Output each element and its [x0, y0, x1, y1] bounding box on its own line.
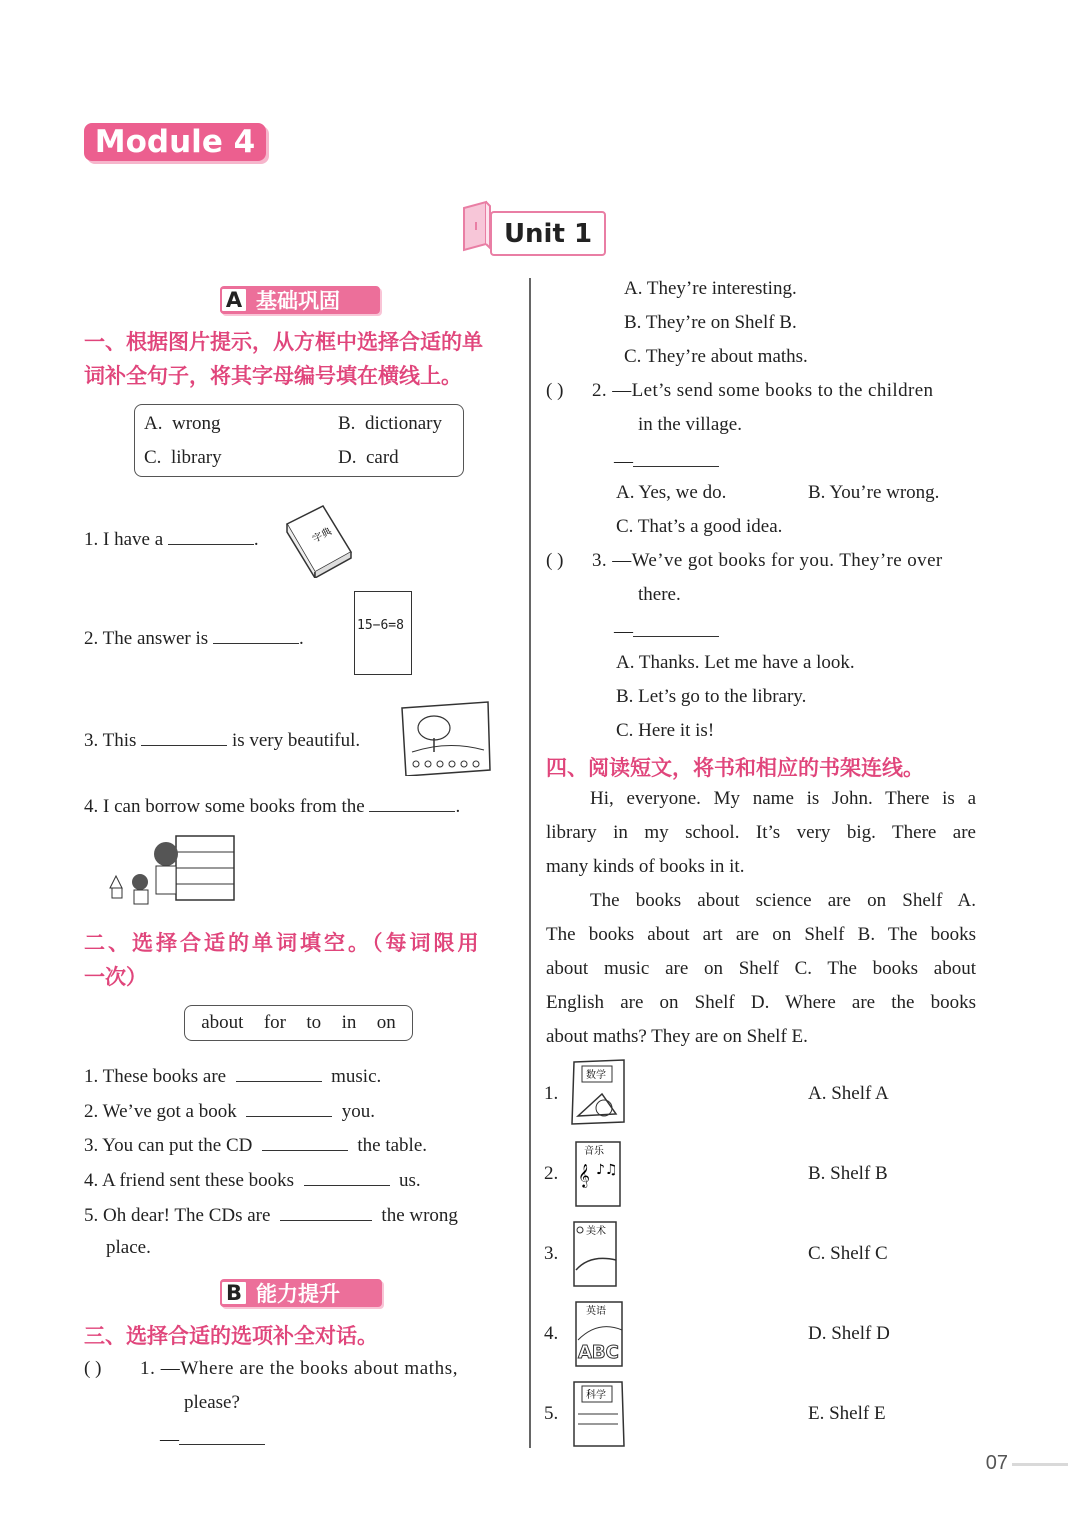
q1-option-a: A. They’re interesting. — [624, 278, 797, 299]
science-book-icon — [570, 1380, 626, 1448]
shelf-b: B. Shelf B — [808, 1163, 888, 1184]
answer-blank[interactable] — [236, 1063, 322, 1082]
q3-option-a: A. Thanks. Let me have a look. — [616, 652, 855, 673]
answer-blank[interactable] — [168, 526, 254, 545]
section-b-badge — [220, 1279, 382, 1307]
part1-heading-line1: 一、根据图片提示，从方框中选择合适的单 — [84, 329, 483, 354]
answer-blank[interactable] — [246, 1098, 332, 1117]
passage-line-4: The books about science are on Shelf A. — [590, 890, 976, 911]
answer-blank[interactable] — [213, 625, 299, 644]
svg-text:♪♫: ♪♫ — [596, 1162, 618, 1178]
part2-item-3: 3. You can put the CD the table. — [84, 1132, 427, 1157]
q2-paren[interactable]: ( ) — [546, 380, 564, 401]
music-book-icon — [572, 1140, 624, 1210]
option-d: D. card — [338, 447, 399, 468]
english-book-icon — [572, 1300, 626, 1368]
maths-book-icon — [568, 1058, 628, 1126]
part4-heading: 四、阅读短文，将书和相应的书架连线。 — [546, 755, 924, 780]
word-on: on — [376, 1012, 396, 1033]
svg-text:𝄞: 𝄞 — [578, 1163, 590, 1187]
svg-text:数学: 数学 — [586, 1070, 606, 1081]
q3-answer: — — [614, 618, 719, 643]
part1-heading-line2: 词补全句子，将其字母编号填在横线上。 — [84, 363, 462, 388]
answer-blank[interactable] — [179, 1426, 265, 1445]
part2-heading-line2: 一次） — [84, 964, 147, 989]
q2-option-c: C. That’s a good idea. — [616, 516, 783, 537]
part2-item-1: 1. These books are music. — [84, 1063, 381, 1088]
section-b-letter: B — [220, 1280, 248, 1306]
svg-text:科学: 科学 — [586, 1390, 606, 1401]
q1-line1: 1. —Where are the books about maths, — [140, 1358, 459, 1379]
q1-option-b: B. They’re on Shelf B. — [624, 312, 797, 333]
passage-line-1: Hi, everyone. My name is John. There is a — [590, 788, 976, 809]
svg-text:音乐: 音乐 — [584, 1146, 604, 1157]
q2-option-b: B. You’re wrong. — [808, 482, 940, 503]
book-2-number: 2. — [544, 1163, 559, 1184]
book-3-number: 3. — [544, 1243, 559, 1264]
q2-line1: 2. —Let’s send some books to the children — [592, 380, 934, 401]
section-a-letter: A — [220, 287, 248, 313]
answer-blank[interactable] — [141, 727, 227, 746]
art-book-icon — [570, 1220, 620, 1288]
q1-answer: — — [160, 1426, 265, 1451]
answer-blank[interactable] — [262, 1132, 348, 1151]
passage-line-7: English are on Shelf D. Where are the books — [546, 992, 976, 1013]
answer-blank[interactable] — [304, 1167, 390, 1186]
q3-option-c: C. Here it is! — [616, 720, 715, 741]
module-title: Module 4 — [84, 123, 266, 161]
passage-line-2: library in my school. It’s very big. There are — [546, 822, 976, 843]
passage-line-5: The books about art are on Shelf B. The books — [546, 924, 976, 945]
shelf-c: C. Shelf C — [808, 1243, 888, 1264]
part2-item-4: 4. A friend sent these books us. — [84, 1167, 421, 1192]
option-c: C. library — [144, 447, 222, 468]
book-5-number: 5. — [544, 1403, 559, 1424]
q1-option-c: C. They’re about maths. — [624, 346, 808, 367]
book-icon — [462, 200, 492, 252]
picture-card-icon — [400, 700, 492, 776]
answer-blank[interactable] — [633, 448, 719, 467]
word-to: to — [306, 1012, 322, 1033]
part2-heading-line1: 二、选择合适的单词填空。（每词限用 — [84, 930, 482, 955]
q3-line2: there. — [638, 584, 681, 605]
answer-blank[interactable] — [633, 618, 719, 637]
q3-option-b: B. Let’s go to the library. — [616, 686, 807, 707]
word-about: about — [201, 1012, 244, 1033]
q2-option-a: A. Yes, we do. — [616, 482, 727, 503]
part2-word-box — [184, 1005, 413, 1041]
part1-item-4: 4. I can borrow some books from the . — [84, 793, 460, 818]
shelf-e: E. Shelf E — [808, 1403, 886, 1424]
q2-answer: — — [614, 448, 719, 473]
page-number: 07 — [985, 1452, 1008, 1474]
passage-line-6: about music are on Shelf C. The books about — [546, 958, 976, 979]
part2-item-2: 2. We’ve got a book you. — [84, 1098, 375, 1123]
answer-blank[interactable] — [280, 1202, 372, 1221]
library-scene-icon — [104, 832, 240, 912]
column-divider — [529, 278, 531, 1448]
book-1-number: 1. — [544, 1083, 559, 1104]
part1-item-2: 2. The answer is . — [84, 625, 304, 650]
word-in: in — [341, 1012, 357, 1033]
passage-line-8: about maths? They are on Shelf E. — [546, 1026, 808, 1047]
q1-line2: please? — [184, 1392, 240, 1413]
part3-heading: 三、选择合适的选项补全对话。 — [84, 1323, 378, 1348]
passage-line-3: many kinds of books in it. — [546, 856, 745, 877]
svg-text:美术: 美术 — [586, 1226, 606, 1237]
section-b-title: 能力提升 — [256, 1282, 340, 1306]
q3-line1: 3. —We’ve got books for you. They’re over — [592, 550, 943, 571]
answer-blank[interactable] — [369, 793, 455, 812]
shelf-d: D. Shelf D — [808, 1323, 890, 1344]
part2-item-5: 5. Oh dear! The CDs are the wrong — [84, 1202, 458, 1227]
book-4-number: 4. — [544, 1323, 559, 1344]
option-b: B. dictionary — [338, 413, 442, 434]
dictionary-icon — [283, 502, 355, 578]
q1-paren[interactable]: ( ) — [84, 1358, 102, 1379]
q2-line2: in the village. — [638, 414, 742, 435]
unit-title: Unit 1 — [490, 211, 606, 256]
part1-item-1: 1. I have a . — [84, 526, 259, 551]
page-number-rule — [1012, 1463, 1068, 1466]
q3-paren[interactable]: ( ) — [546, 550, 564, 571]
section-a-title: 基础巩固 — [256, 289, 340, 313]
word-for: for — [263, 1012, 286, 1033]
math-paper-icon: 15−6=8 — [354, 591, 412, 675]
svg-text:ABC: ABC — [578, 1342, 619, 1363]
part2-item-5-cont: place. — [106, 1237, 151, 1258]
section-a-badge — [220, 286, 380, 314]
option-a: A. wrong — [144, 413, 221, 434]
svg-text:字典: 字典 — [310, 526, 334, 546]
part1-item-3: 3. This is very beautiful. — [84, 727, 360, 752]
svg-text:英语: 英语 — [586, 1306, 606, 1317]
shelf-a: A. Shelf A — [808, 1083, 889, 1104]
